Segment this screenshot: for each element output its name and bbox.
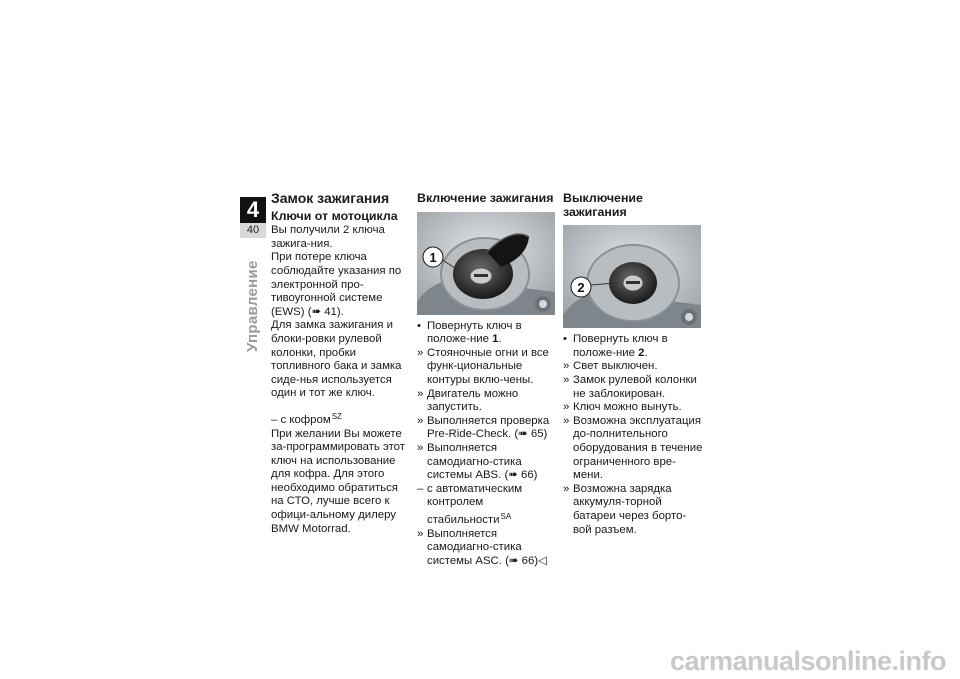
subsection-title: Ключи от мотоцикла — [271, 208, 398, 223]
list-item: – с автоматическим контролем стабильности$^{SA}$ — [417, 482, 523, 526]
chapter-section-label: Управление — [244, 260, 261, 352]
paragraph: При потере ключа соблюдайте указания по электронной про-тивоугонной системе (EWS) (➠ 41). — [271, 251, 402, 318]
list-item: » Стояночные огни и все функ-циональные контуры вклю-чены. — [417, 346, 549, 386]
list-item: » Ключ можно вынуть. — [563, 401, 682, 414]
list-item: » Свет выключен. — [563, 360, 658, 373]
paragraph: Вы получили 2 ключа зажига-ния. — [271, 224, 385, 250]
section-title: Замок зажигания — [271, 190, 390, 206]
paragraph: При желании Вы можете за-программировать этот ключ на использование для кофра. Для этого необходимо обратиться на СТО, лучше всего к офици-альному дилеру BMW Motorrad. — [271, 427, 405, 535]
paragraph: Для замка зажигания и блоки-ровки рулевой колонки, пробки топливного бака и замка сиде-нья используется один и тот же ключ. — [271, 319, 402, 400]
section-title: Выключение зажигания — [563, 191, 643, 219]
option-label: – с кофром — [271, 413, 331, 426]
list-item: • Повернуть ключ в положе-ние 1. — [417, 319, 522, 346]
list-item: • Повернуть ключ в положе-ние 2. — [563, 333, 668, 359]
list-item: » Выполняется самодиагно-стика системы ABS. (➠ 66) — [417, 441, 538, 482]
list-item: » Возможна эксплуатация до-полнительного оборудования в течение ограниченного вре-мени. — [563, 414, 703, 482]
chapter-number: 4 — [240, 197, 266, 223]
callout-2: 2 — [577, 280, 585, 296]
watermark: carmanualsonline.info — [669, 646, 946, 676]
item-list — [417, 320, 555, 569]
option-line — [271, 410, 411, 428]
section-title: Включение зажигания — [417, 191, 554, 205]
list-item: » Замок рулевой колонки не заблокирован. — [563, 373, 697, 400]
option-code: SZ — [331, 411, 342, 421]
list-item: » Возможна зарядка аккумуля-торной батареи через борто-вой разъем. — [563, 482, 687, 536]
ignition-off-photo — [563, 225, 701, 328]
callout-1: 1 — [429, 249, 437, 265]
ignition-on-photo — [417, 212, 555, 315]
list-item: » Выполняется самодиагно-стика системы ASC. (➠ 66)◁ — [417, 527, 547, 567]
column-ignition-on — [417, 192, 555, 568]
column-ignition-off — [563, 192, 703, 537]
list-item: » Двигатель можно запустить. — [417, 387, 519, 414]
column-ignition-lock — [271, 192, 411, 536]
page-number: 40 — [240, 223, 266, 238]
item-list — [563, 333, 703, 537]
list-item: » Выполняется проверка Pre-Ride-Check. (➠ 65) — [417, 414, 550, 441]
